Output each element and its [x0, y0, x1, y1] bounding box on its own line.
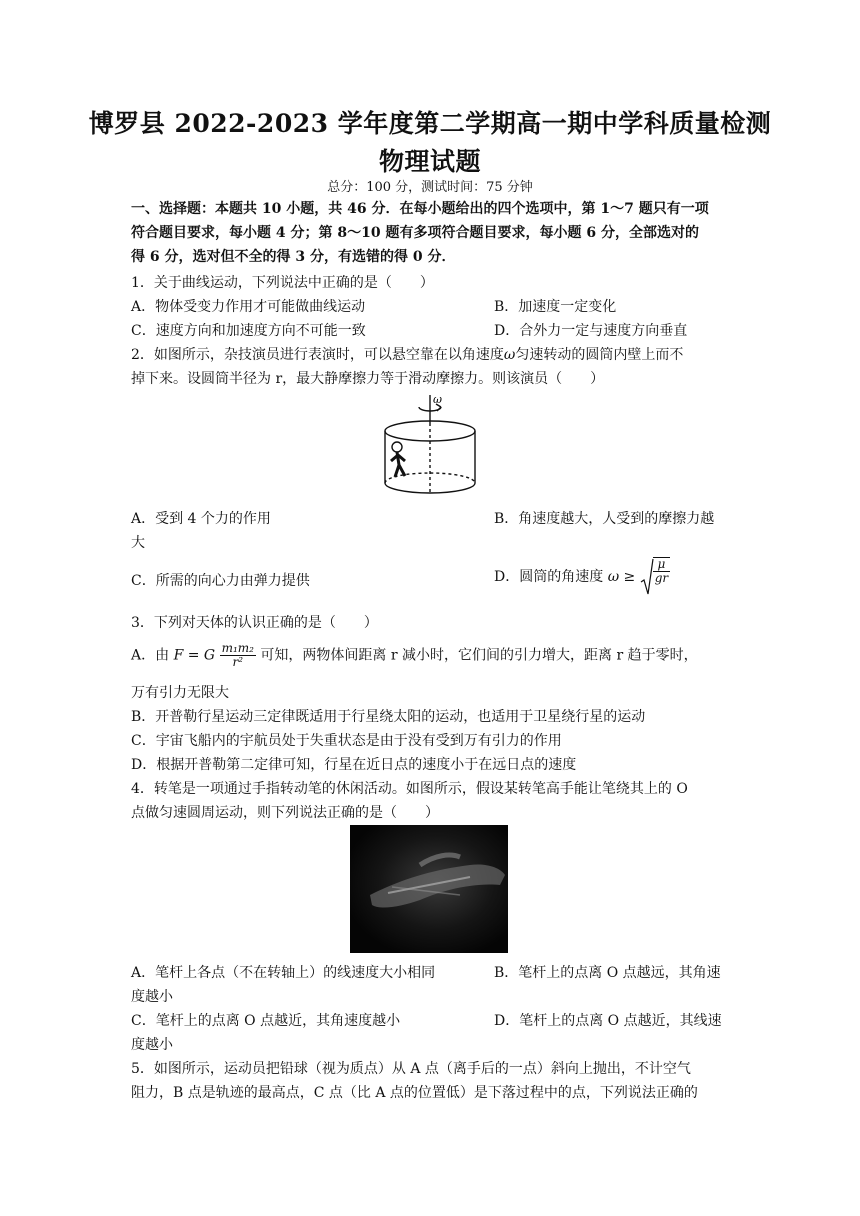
section1-instructions-line3: 得 6 分，选对但不全的得 3 分，有选错的得 0 分．	[131, 249, 456, 265]
sqrt-sign	[640, 558, 654, 596]
q3-option-a	[131, 642, 698, 669]
q5-stem-line1: 5．如图所示，运动员把铅球（视为质点）从 A 点（离手后的一点）斜向上抛出，不计空气	[131, 1061, 691, 1077]
q2-option-d	[494, 558, 670, 596]
pen-spinning-photo	[350, 825, 508, 953]
q4-option-c: C．笔杆上的点离 O 点越近，其角速度越小	[131, 1013, 401, 1029]
rotating-cylinder-figure	[375, 393, 485, 503]
q1-option-a: A．物体受变力作用才可能做曲线运动	[131, 299, 366, 315]
q2-stem-text-a: 2．如图所示，杂技演员进行表演时，可以悬空靠在以角速度	[131, 347, 504, 363]
q4-stem-line1: 4．转笔是一项通过手指转动笔的休闲活动。如图所示，假设某转笔高手能让笔绕其上的 O	[131, 781, 688, 797]
gravitation-denominator: r²	[232, 655, 244, 669]
q1-option-d: D．合外力一定与速度方向垂直	[494, 323, 688, 339]
figure-omega-label: ω	[433, 393, 442, 406]
q2-option-d-text: D．圆筒的角速度	[494, 569, 604, 585]
gravitation-formula-left: F = G	[173, 647, 216, 664]
sqrt-fraction	[653, 558, 670, 585]
q1-option-c: C．速度方向和加速度方向不可能一致	[131, 323, 366, 339]
q2-option-c: C．所需的向心力由弹力提供	[131, 573, 310, 589]
performer-body	[391, 452, 405, 477]
q2-option-b: B．角速度越大，人受到的摩擦力越	[494, 511, 715, 527]
omega-symbol: ω	[503, 347, 516, 363]
q2-stem-line1	[131, 344, 683, 364]
q2-stem-text-b: 匀速转动的圆筒内壁上而不	[515, 347, 684, 363]
q3-option-a-text: 可知，两物体间距离 r 减小时，它们间的引力增大，距离 r 趋于零时，	[260, 647, 698, 664]
q3-option-c: C．宇宙飞船内的宇航员处于失重状态是由于没有受到万有引力的作用	[131, 733, 562, 749]
q1-stem: 1．关于曲线运动，下列说法中正确的是（ ）	[131, 275, 434, 291]
q5-stem-line2: 阻力，B 点是轨迹的最高点，C 点（比 A 点的位置低）是下落过程中的点，下列说法正确的	[131, 1085, 698, 1101]
performer-head	[392, 442, 402, 452]
q2-option-a: A．受到 4 个力的作用	[131, 511, 271, 527]
q4-stem-line2: 点做匀速圆周运动，则下列说法正确的是（ ）	[131, 805, 439, 821]
q3-option-a-prefix: A．由	[131, 647, 170, 664]
sqrt-expression	[640, 558, 670, 596]
section1-instructions-line1: 一、选择题：本题共 10 小题，共 46 分．在每小题给出的四个选项中，第 1～7 题只有一项	[131, 201, 709, 217]
fraction-numerator-mu: μ	[653, 558, 670, 572]
section1-instructions-line2: 符合题目要求，每小题 4 分；第 8～10 题有多项符合题目要求，每小题 6 分，全部选对的	[131, 225, 699, 241]
q3-stem: 3．下列对天体的认识正确的是（ ）	[131, 615, 378, 631]
q4-option-b: B．笔杆上的点离 O 点越远，其角速	[494, 965, 721, 981]
q4-option-a: A．笔杆上各点（不在转轴上）的线速度大小相同	[131, 965, 436, 981]
omega-inequality: ω ≥	[607, 569, 636, 585]
q1-option-b: B．加速度一定变化	[494, 299, 617, 315]
q3-option-d: D．根据开普勒第二定律可知，行星在近日点的速度小于在远日点的速度	[131, 757, 577, 773]
exam-title: 博罗县 2022-2023 学年度第二学期高一期中学科质量检测	[88, 109, 772, 138]
exam-subtitle: 物理试题	[378, 147, 481, 176]
q4-option-b-continued: 度越小	[131, 989, 173, 1005]
gravitation-numerator: m₁m₂	[221, 641, 254, 655]
q2-option-b-continued: 大	[131, 535, 145, 551]
q3-option-b: B．开普勒行星运动三定律既适用于行星绕太阳的运动，也适用于卫星绕行星的运动	[131, 709, 646, 725]
fraction-denominator-gr: gr	[654, 571, 669, 585]
gravitation-fraction	[220, 642, 256, 669]
q3-option-a-continued: 万有引力无限大	[131, 685, 229, 701]
q2-stem-line2: 掉下来。设圆筒半径为 r，最大静摩擦力等于滑动摩擦力。则该演员（ ）	[131, 371, 605, 387]
exam-meta: 总分：100 分，测试时间：75 分钟	[327, 180, 533, 195]
q4-option-d-continued: 度越小	[131, 1037, 173, 1053]
q4-option-d: D．笔杆上的点离 O 点越近，其线速	[494, 1013, 722, 1029]
